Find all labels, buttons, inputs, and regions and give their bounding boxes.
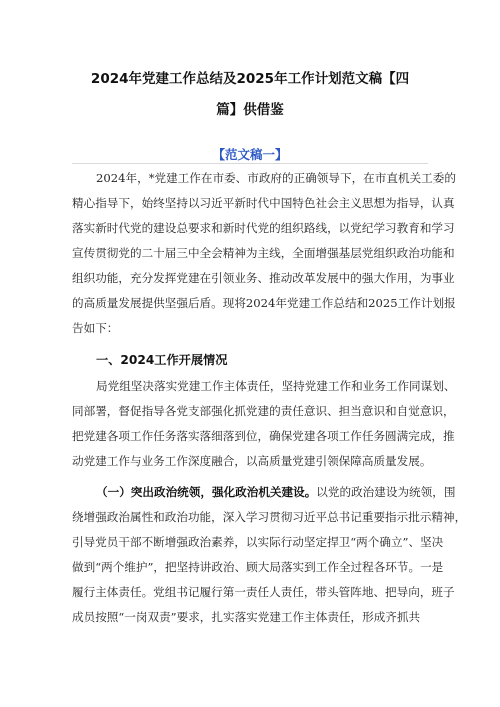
intro-line: 精心指导下，始终坚持以习近平新时代中国特色社会主义思想为指导，认真 [72, 196, 455, 210]
section-line: 局党组坚决落实党建工作主体责任，坚持党建工作和业务工作同谋划、 [96, 379, 456, 393]
subsection-line: 做到“两个维护”，把坚持讲政治、顾大局落实到工作全过程各环节。一是 [72, 560, 444, 574]
document-title-line-1: 2024年党建工作总结及2025年工作计划范文稿【四 [90, 71, 410, 87]
intro-line: 2024年，*党建工作在市委、市政府的正确领导下，在市直机关工委的 [96, 171, 456, 185]
intro-line: 的高质量发展提供坚强后盾。现将2024年党建工作总结和2025工作计划报 [72, 296, 456, 310]
intro-line: 告如下： [72, 321, 119, 335]
subsection-line: 成员按照“一岗双责”要求，扎实落实党建工作主体责任，形成齐抓共 [72, 610, 421, 624]
subsection-first-line [96, 484, 456, 500]
section-heading: 一、2024工作开展情况 [96, 353, 228, 367]
document-title-line-2: 篇】供借鉴 [216, 102, 284, 118]
intro-line: 宣传贯彻党的二十届三中全会精神为主线，全面增强基层党组织政治功能和 [72, 246, 455, 260]
subsection-line-rest: 以党的政治建设为统领，围 [316, 485, 456, 499]
section-line: 动党建工作与业务工作深度融合，以高质量党建引领保障高质量发展。 [72, 454, 432, 468]
subsection-heading: （一）突出政治统领，强化政治机关建设。 [96, 485, 317, 499]
section-line: 同部署，督促指导各党支部强化抓党建的责任意识、担当意识和自觉意识， [72, 404, 455, 418]
sample-label: 【范文稿一】 [212, 147, 288, 162]
section-line: 把党建各项工作任务落实落细落到位，确保党建各项工作任务圆满完成，推 [72, 429, 455, 443]
subsection-line: 绕增强政治属性和政治功能，深入学习贯彻习近平总书记重要指示批示精神， [72, 510, 467, 524]
subsection-line: 引导党员干部不断增强政治素养，以实际行动坚定捍卫“两个确立”、坚决 [72, 535, 444, 549]
divider [72, 163, 428, 164]
intro-line: 组织功能，充分发挥党建在引领业务、推动改革发展中的强大作用，为事业 [72, 271, 455, 285]
intro-line: 落实新时代党的建设总要求和新时代党的组织路线，以党纪学习教育和学习 [72, 221, 455, 235]
subsection-line: 履行主体责任。党组书记履行第一责任人责任，带头管阵地、把导向，班子 [72, 585, 455, 599]
